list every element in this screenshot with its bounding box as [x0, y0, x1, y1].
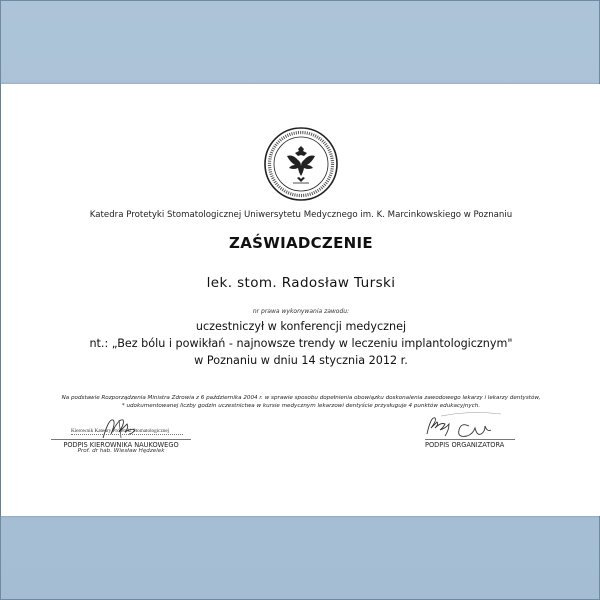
scientific-head-name: Prof. dr hab. Wiesław Hędzelek — [77, 448, 165, 454]
legal-basis-line: Na podstawie Rozporządzenia Ministra Zdrowia z 6 października 2004 r. w sprawie sposobu dopełnienia obowiązku doskonalenia zawodowego lekarzy i lekarzy dentystów, — [61, 395, 541, 401]
recipient-name: lek. stom. Radosław Turski — [206, 275, 396, 291]
certificate-title: ZAŚWIADCZENIE — [229, 234, 373, 252]
organizer-signature-caption: PODPIS ORGANIZATORA — [425, 439, 515, 449]
participation-statement: uczestniczył w konferencji medycznej — [195, 320, 407, 333]
conference-date-place: w Poznaniu w dniu 14 stycznia 2012 r. — [194, 354, 408, 367]
left-department-stamp: Kierownik Katedry Protetyki Stomatologicznej — [71, 428, 183, 435]
license-number-label: nr prawa wykonywania zawodu: — [252, 308, 350, 315]
education-points-line: * udokumentowanej liczby godzin uczestnictwa w kursie medycznym lekarzowi dentyście przysługuje 4 punktów edukacyjnych. — [121, 403, 481, 409]
certificate-paper — [1, 84, 600, 516]
department-name: Katedra Protetyki Stomatologicznej Uniwersytetu Medycznego im. K. Marcinkowskiego w Poznaniu — [89, 210, 513, 220]
scientific-head-signature-caption: PODPIS KIEROWNIKA NAUKOWEGO — [51, 439, 191, 449]
university-eagle-seal-icon — [263, 126, 339, 202]
conference-topic: nt.: „Bez bólu i powikłań - najnowsze trendy w leczeniu implantologicznym" — [89, 337, 513, 350]
